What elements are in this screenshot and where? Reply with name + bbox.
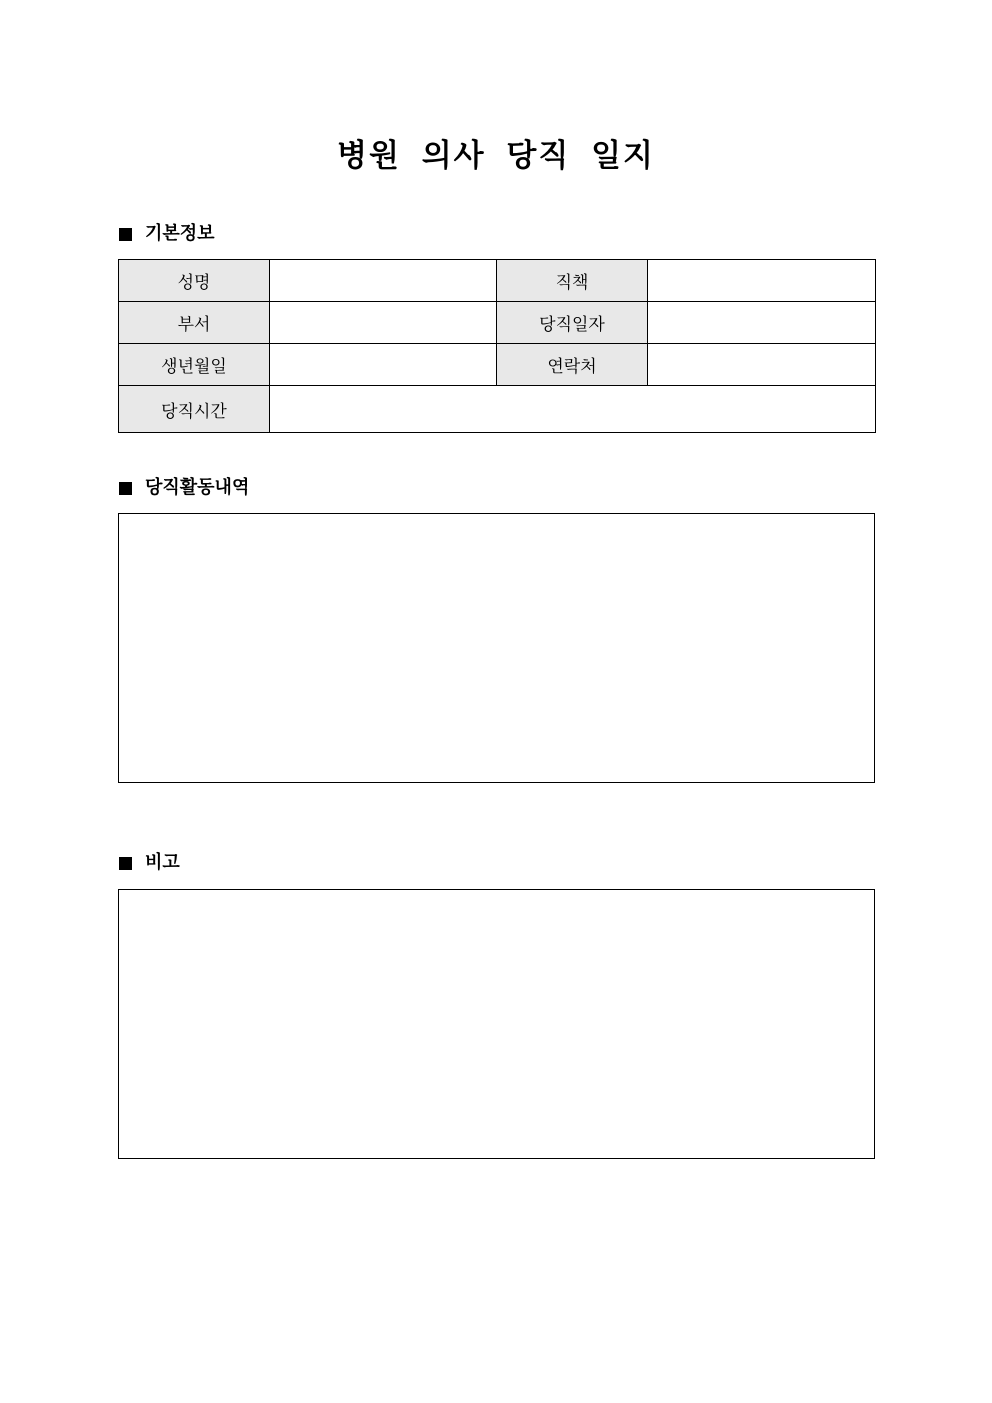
- label-duty-time: 당직시간: [119, 386, 270, 433]
- section-heading-basic-info: [119, 222, 215, 246]
- duty-date-field[interactable]: [648, 302, 876, 344]
- section-heading-remarks: [119, 851, 180, 875]
- square-bullet-icon: [119, 228, 132, 241]
- contact-field[interactable]: [648, 344, 876, 386]
- square-bullet-icon: [119, 482, 132, 495]
- position-field[interactable]: [648, 260, 876, 302]
- basic-info-table: [118, 259, 876, 433]
- name-field[interactable]: [270, 260, 497, 302]
- document-title: 병원 의사 당직 일지: [337, 138, 655, 174]
- square-bullet-icon: [119, 857, 132, 870]
- label-contact: 연락처: [497, 344, 648, 386]
- label-name: 성명: [119, 260, 270, 302]
- label-duty-date: 당직일자: [497, 302, 648, 344]
- birth-date-field[interactable]: [270, 344, 497, 386]
- table-row: [119, 302, 876, 344]
- section-heading-activities: [119, 476, 249, 500]
- table-row: [119, 344, 876, 386]
- remarks-content-box[interactable]: [118, 889, 875, 1159]
- label-department: 부서: [119, 302, 270, 344]
- basic-info-heading-text: 기본정보: [145, 223, 215, 244]
- duty-time-field[interactable]: [270, 386, 876, 433]
- activities-content-box[interactable]: [118, 513, 875, 783]
- label-birth-date: 생년월일: [119, 344, 270, 386]
- label-position: 직책: [497, 260, 648, 302]
- activities-heading-text: 당직활동내역: [145, 477, 250, 498]
- department-field[interactable]: [270, 302, 497, 344]
- table-row: [119, 260, 876, 302]
- table-row: [119, 386, 876, 433]
- remarks-heading-text: 비고: [145, 852, 180, 873]
